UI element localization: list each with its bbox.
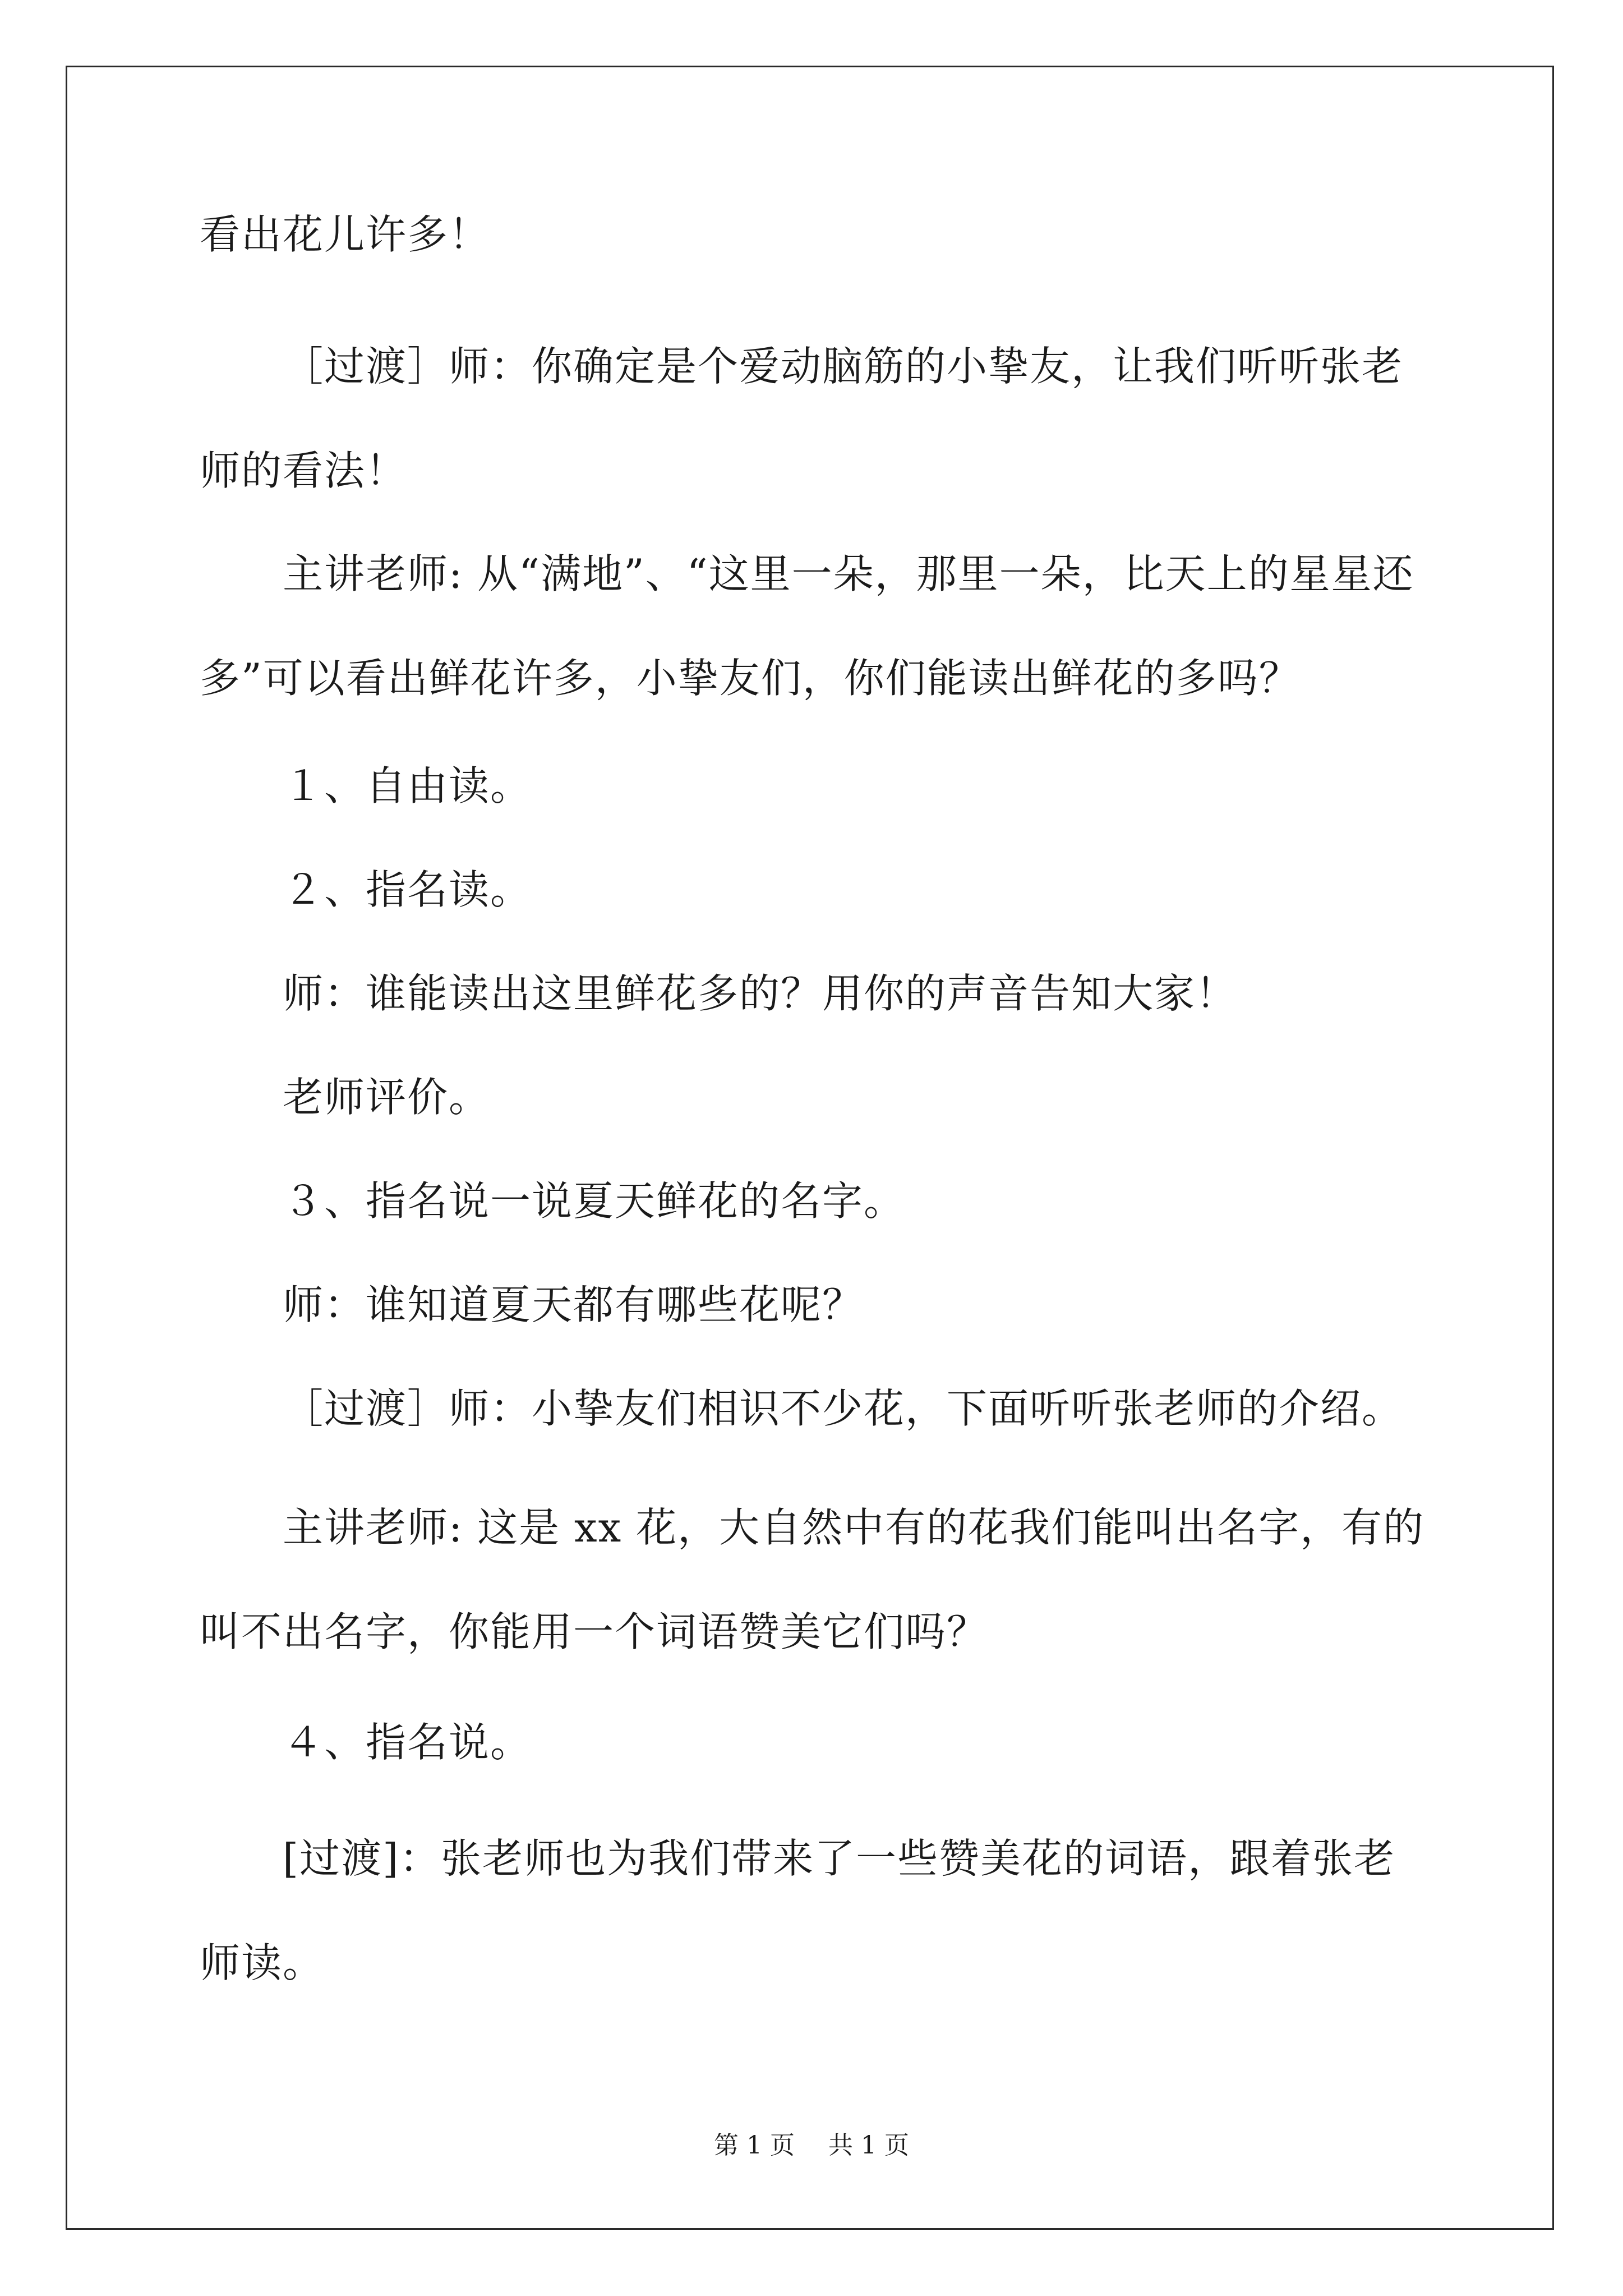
paragraph: ３、指名说一说夏天鲜花的名字。: [283, 1177, 906, 1225]
paragraph: [过渡]：张老师也为我们带来了一些赞美花的词语，跟着张老师读。: [200, 1835, 1396, 1986]
paragraph: 主讲老师: 这是 xx 花，大自然中有的花我们能叫出名字，有的叫不出名字，你能用一个词语赞美它们吗？: [200, 1504, 1425, 1655]
paragraph: ［过渡］师：小挚友们相识不少花，下面听听张老师的介绍。: [283, 1385, 1404, 1432]
page-total: 共 1 页: [828, 2131, 909, 2160]
paragraph: ４、指名说。: [283, 1719, 532, 1766]
page-footer: [0, 2132, 1623, 2160]
paragraph: 老师评价。: [283, 1074, 491, 1121]
paragraph: 师：谁能读出这里鲜花多的？用你的声音告知大家！: [283, 970, 1238, 1017]
paragraph: 师：谁知道夏天都有哪些花呢？: [283, 1281, 864, 1328]
paragraph: １、自由读。: [283, 762, 532, 809]
paragraph: 看出花儿许多！: [200, 211, 491, 258]
paragraph: 主讲老师: 从“满地”、“这里一朵，那里一朵，比天上的星星还多”可以看出鲜花许多，小挚友们，你们能读出鲜花的多吗？: [200, 550, 1414, 702]
paragraph: ２、指名读。: [283, 866, 532, 913]
page-number: 第 1 页: [714, 2131, 795, 2160]
paragraph: ［过渡］师：你确定是个爱动脑筋的小挚友，让我们听听张老师的看法！: [200, 343, 1404, 494]
